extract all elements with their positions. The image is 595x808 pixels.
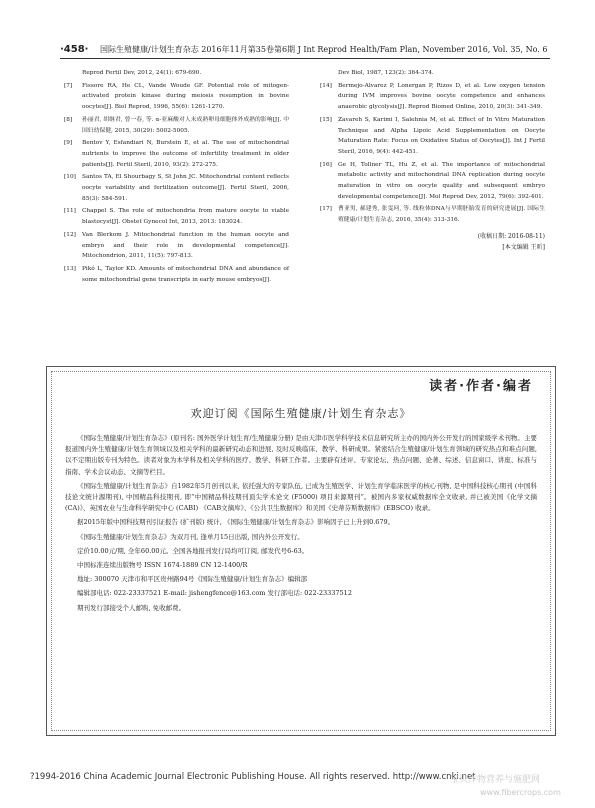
notice-paragraph-frequency: 《国际生殖健康/计划生育杂志》为双月刊, 逢单月15日出版, 国内外公开发行。 bbox=[77, 532, 304, 541]
reference-item bbox=[320, 115, 545, 158]
reference-text: Santos TA, El Shourbagy S, St John JC. Mitochondrial content reflects oocyte variability and fertilization outcome[J]. Fertil Steril, 2006, 85(3): 584-591. bbox=[82, 174, 289, 202]
references-right-column bbox=[320, 68, 545, 253]
reference-text: Fissore RA, He CL, Vande Woude GF. Potential role of mitogen-activated protein kinase during meiosis resumption in bovine oocytes[J]. Biol Reprod, 1996, 55(6): 1261-1270. bbox=[82, 82, 289, 111]
reference-text: 曹亚男, 郝建秀, 张雯珂, 等. 线粒体DNA与早期胚胎发育的研究进展[J]. 国际生殖健康/计划生育杂志, 2016, 35(4): 313-316. bbox=[338, 206, 545, 224]
reference-item bbox=[64, 264, 289, 285]
reference-item bbox=[320, 204, 545, 225]
reference-text: Van Blerkom J. Mitochondrial function in the human oocyte and embryo and their role in developmental competence[J]. Mitochondrion, 2011, 11(5): 797-813. bbox=[82, 231, 289, 260]
page-number: ·458· bbox=[60, 43, 89, 55]
article-editor: [本文编辑 王昕] bbox=[502, 243, 545, 251]
reference-number: [10] bbox=[64, 174, 76, 181]
notice-section-heading: 读者·作者·编者 bbox=[429, 379, 533, 394]
header-rule bbox=[60, 58, 550, 59]
reference-item bbox=[64, 172, 289, 204]
notice-paragraph-impact: 据2015年版中国科技期刊引证报告 (扩刊版) 统计, 《国际生殖健康/计划生育杂志》影响因子已上升到0.679。 bbox=[77, 518, 395, 527]
reference-item bbox=[320, 68, 545, 79]
reference-text: Ge H, Tollner TL, Hu Z, et al. The importance of mitochondrial metabolic activity and mitochondrial DNA replication during oocyte maturation in vitro on oocyte quality and subsequent embryo developmental competence[J]. Mol Reprod Dev, 2012, 79(6): 392-401. bbox=[338, 161, 545, 200]
reference-item bbox=[64, 138, 289, 170]
reference-item bbox=[64, 68, 289, 79]
reference-number: [12] bbox=[64, 231, 76, 238]
reference-text: Reprod Fertil Dev, 2012, 24(1): 679-690. bbox=[82, 70, 202, 76]
reference-number: [7] bbox=[64, 82, 73, 89]
reference-text: 孙丽君, 胡继君, 曾一春, 等. α-亚麻酸对人未成熟卵母细胞体外成熟的影响[J]. 中国妇幼保健, 2015, 30(29): 5002-5005. bbox=[82, 116, 289, 134]
notice-mail-order: 期刊发行部接受个人邮购, 免收邮费。 bbox=[77, 603, 186, 612]
references-left-column bbox=[64, 68, 289, 287]
notice-contact: 编辑部电话: 022-23337521 E-mail: jishengfence@163.com 发行部电话: 022-23337512 bbox=[77, 589, 352, 598]
reference-text: Dev Biol, 1987, 123(2): 364-374. bbox=[338, 70, 434, 76]
reference-item bbox=[64, 115, 289, 136]
reference-item bbox=[64, 206, 289, 227]
notice-paragraph-history: 《国际生殖健康/计划生育杂志》自1982年5月创刊以来, 依托强大的专家队伍, 已成为生殖医学、计划生育学临床医学的核心刊物, 是中国科技核心期刊 (中国科技论文统计源期刊), 中国精品科技期刊, 即“中国精品科技期刊顶尖学术论文 (F5000) 项目来源期刊”。被国内多家权威数据库全文收录, 并已被美国《化学文摘 (CA)》、英国农业与生命科学研究中心 (CABI) 《CAB文摘库》、《公共卫生数据库》和美国《史蒂芬斯数据库》(EBSCO) 收录。 bbox=[65, 481, 537, 513]
notice-body bbox=[65, 433, 537, 617]
notice-address: 地址: 300070 天津市和平区贵州路94号《国际生殖健康/计划生育杂志》编辑部 bbox=[77, 575, 308, 584]
watermark-text: 宝贝作物营养与施肥网 bbox=[450, 775, 541, 785]
reference-text: Zavareh S, Karimi I, Salehnia M, et al. Effect of In Vitro Maturation Technique and Alpha Lipoic Acid Supplementation on Oocyte Maturation Rate: Focus on Oxidative Status of Oocytes[J]. Int J Fertil Steril, 2016, 9(4): 442-451. bbox=[338, 116, 545, 155]
notice-paragraph-intro: 《国际生殖健康/计划生育杂志》(原刊名: 国外医学计划生育/生殖健康分册) 是由天津市医学科学技术信息研究所主办的国内外公开发行的国家级学术刊物。主要报道国内外生殖健康/计划生育领域以及相关学科的最新研究动态和进展, 及时反映临床、教学、科研成果。紧密结合生殖健康/计划生育领域的研究热点和难点问题, 以不定期出版专刊为特色。读者对象为本学科及相关学科的医疗、教学、科研工作者。主要辟有述评、专家论坛、热点问题、论著、综述、信息窗口、讲座、标准与指南、学术会议动态、文摘等栏目。 bbox=[65, 434, 537, 476]
reference-number: [17] bbox=[320, 206, 332, 213]
reference-item bbox=[320, 81, 545, 113]
reference-number: [8] bbox=[64, 116, 73, 123]
reference-number: [14] bbox=[320, 82, 332, 89]
subscription-notice-box bbox=[46, 366, 556, 736]
notice-issn: 中国标准连续出版物号 ISSN 1674-1889 CN 12-1400/R bbox=[77, 561, 248, 570]
reference-text: Pikó L, Taylor KD. Amounts of mitochondrial DNA and abundance of some mitochondrial gene transcripts in early mouse embryos[J]. bbox=[82, 265, 289, 283]
reference-number: [11] bbox=[64, 208, 76, 215]
reference-text: Bermejo-Alvarez P, Lonergan P, Rizos D, et al. Low oxygen tension during IVM improves bovine oocyte competence and enhances anaerobic glycolysis[J]. Reprod Biomed Online, 2010, 20(3): 341-349. bbox=[338, 82, 545, 111]
journal-running-title: 国际生殖健康/计划生育杂志 2016年11月第35卷第6期 J Int Reprod Health/Fam Plan, November 2016, Vol. 35, No. 6 bbox=[100, 44, 548, 54]
reference-item bbox=[320, 160, 545, 203]
reference-number: [13] bbox=[64, 265, 76, 272]
watermark-url: www.fibercrops.com bbox=[480, 788, 561, 797]
notice-paragraph-price: 定价10.00元/期, 全年60.00元。全国各地报刊发行局均可订阅, 邮发代号6-63。 bbox=[77, 546, 309, 555]
reference-item bbox=[64, 230, 289, 262]
reference-text: Chappel S. The role of mitochondria from mature oocyte to viable blastocyst[J]. Obstet Gynecol Int, 2013, 2013: 183024. bbox=[82, 208, 289, 226]
reference-number: [9] bbox=[64, 140, 73, 147]
copyright-footer: ?1994-2016 China Academic Journal Electronic Publishing House. All rights reserved. http://www.cnki.net bbox=[30, 772, 476, 782]
reference-number: [16] bbox=[320, 161, 332, 168]
reference-item bbox=[64, 81, 289, 113]
reference-text: Bentov Y, Esfandiari N, Burstein E, et al. The use of mitochondrial nutrients to improve the outcome of infertility treatment in older patients[J]. Fertil Steril, 2010, 93(2): 272-275. bbox=[82, 140, 289, 168]
received-date: (收稿日期: 2016-08-11) bbox=[477, 232, 545, 240]
page-header bbox=[60, 40, 550, 58]
reference-number: [15] bbox=[320, 116, 332, 123]
notice-title: 欢迎订阅《国际生殖健康/计划生育杂志》 bbox=[190, 407, 412, 420]
